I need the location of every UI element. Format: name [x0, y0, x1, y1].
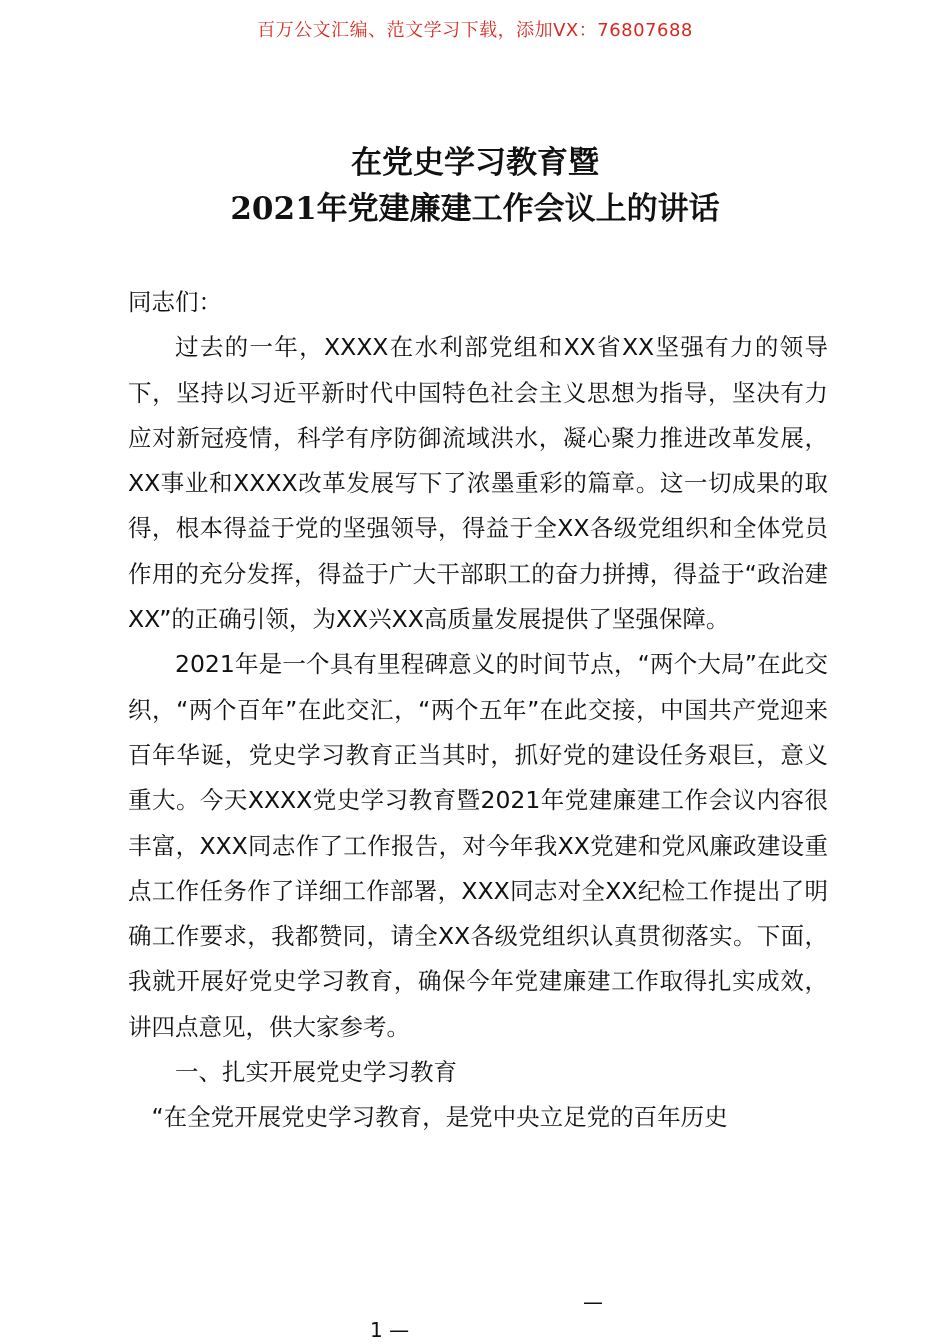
title-line-2: 2021年党建廉建工作会议上的讲话	[230, 191, 720, 227]
paragraph-1: 过去的一年，XXXX在水利部党组和XX省XX坚强有力的领导下，坚持以习近平新时代中国特色社会主义思想为指导，坚决有力应对新冠疫情，科学有序防御流域洪水，凝心聚力推进改革发展，XX事业和XXXX改革发展写下了浓墨重彩的篇章。这一切成果的取得，根本得益于党的坚强领导，得益于全XX各级党组织和全体党员作用的充分发挥，得益于广大干部职工的奋力拼搏，得益于“政治建XX”的正确引领，为XX兴XX高质量发展提供了坚强保障。	[128, 333, 828, 634]
paragraph-3: “在全党开展党史学习教育，是党中央立足党的百年历史	[151, 1103, 728, 1132]
document-body	[128, 280, 828, 1141]
paragraph-2: 2021年是一个具有里程碑意义的时间节点，“两个大局”在此交织，“两个百年”在此交汇，“两个五年”在此交接，中国共产党迎来百年华诞，党史学习教育正当其时，抓好党的建设任务艰巨，意义重大。今天XXXX党史学习教育暨2021年党建廉建工作会议内容很丰富，XXX同志作了工作报告，对今年我XX党建和党风廉政建设重点工作任务作了详细工作部署，XXX同志对全XX纪检工作提出了明确工作要求，我都赞同，请全XX各级党组织认真贯彻落实。下面，我就开展好党史学习教育，确保今年党建廉建工作取得扎实成效，讲四点意见，供大家参考。	[128, 650, 828, 1041]
section-heading-1: 一、扎实开展党史学习教育	[175, 1058, 457, 1087]
page-number: 1 —	[370, 1318, 410, 1342]
document-title	[0, 140, 950, 232]
footer-dash: —	[583, 1290, 603, 1314]
header-banner: 百万公文汇编、范文学习下载，添加VX：76807688	[257, 20, 693, 41]
salutation: 同志们：	[128, 288, 222, 316]
title-line-1: 在党史学习教育暨	[351, 145, 599, 181]
